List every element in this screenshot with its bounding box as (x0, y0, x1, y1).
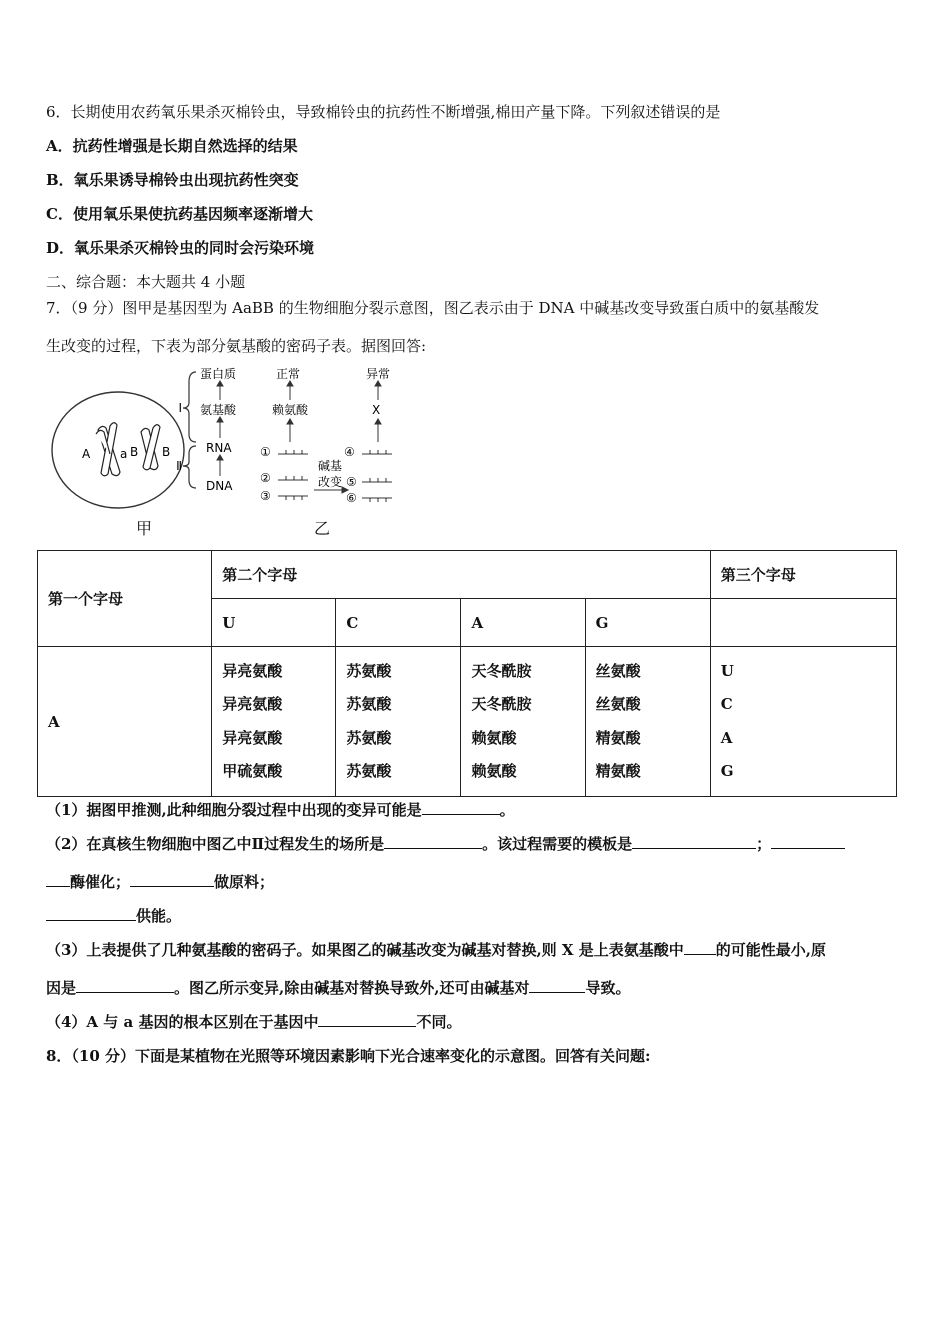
codon-table (37, 550, 897, 797)
q7-sub2-line2: 酶催化； 做原料； (46, 872, 274, 892)
answer-blank-7[interactable] (684, 940, 716, 955)
column-u-cells (212, 647, 336, 797)
cell-acc: 苏氨酸 (346, 695, 392, 713)
column-a-cells (461, 647, 585, 797)
q6-option-c: C．使用氧乐果使抗药基因频率逐渐增大 (46, 205, 313, 223)
roman-I: Ⅰ (178, 401, 182, 415)
q6-option-a: A．抗药性增强是长期自然选择的结果 (46, 137, 298, 155)
cell-acg: 苏氨酸 (346, 762, 392, 780)
cell-aug: 甲硫氨酸 (222, 762, 283, 780)
level-amino-acid: 氨基酸 (200, 403, 237, 417)
third-g: G (720, 762, 734, 780)
third-a: A (720, 728, 733, 747)
answer-blank-9[interactable] (529, 978, 585, 993)
header-third-letter: 第三个字母 (710, 551, 896, 599)
answer-blank-1[interactable] (422, 800, 500, 815)
circle-2: ② (260, 471, 271, 485)
bracket-II (183, 446, 196, 488)
q7-stem-line1: 7．（9 分）图甲是基因型为 AaBB 的生物细胞分裂示意图，图乙表示由于 DNA 中碱基改变导致蛋白质中的氨基酸发 (46, 299, 820, 317)
q6-stem: 6．长期使用农药氧乐果杀灭棉铃虫，导致棉铃虫的抗药性不断增强,棉田产量下降。下列叙述错误的是 (46, 103, 721, 121)
q8-stem: 8．（10 分）下面是某植物在光照等环境因素影响下光合速率变化的示意图。回答有关问题: (46, 1047, 651, 1065)
level-protein: 蛋白质 (200, 367, 237, 381)
answer-blank-6[interactable] (46, 906, 136, 921)
q7-figure (46, 362, 426, 542)
answer-blank-8[interactable] (76, 978, 174, 993)
q7-sub4: （4）A 与 a 基因的根本区别在于基因中 不同。 (46, 1013, 462, 1031)
normal-label: 正常 (276, 367, 301, 381)
circle-1: ① (260, 445, 271, 459)
second-letter-g: G (585, 599, 710, 647)
answer-blank-10[interactable] (318, 1012, 416, 1027)
cell-aua: 异亮氨酸 (222, 728, 283, 747)
cell-aca: 苏氨酸 (346, 728, 392, 747)
answer-blank-2[interactable] (384, 834, 482, 849)
q7-stem-line2: 生改变的过程，下表为部分氨基酸的密码子表。据图回答: (46, 337, 427, 355)
level-dna: DNA (206, 479, 233, 493)
answer-blank-4a[interactable] (771, 834, 845, 849)
q6-option-d: D．氧乐果杀灭棉铃虫的同时会污染环境 (46, 239, 315, 257)
second-letter-c: C (336, 599, 461, 647)
cell-aag: 赖氨酸 (471, 762, 517, 780)
q7-sub2-line3: 供能。 (46, 906, 181, 926)
column-g-cells (585, 647, 710, 797)
column-third-letters (710, 647, 896, 797)
allele-B-1: B (130, 445, 139, 459)
figure-label-jia: 甲 (136, 519, 153, 538)
q7-sub2-line1: （2）在真核生物细胞中图乙中Ⅱ过程发生的场所是 。该过程需要的模板是 ； (46, 834, 845, 854)
cell-auc: 异亮氨酸 (222, 695, 283, 713)
cell-acu: 苏氨酸 (346, 661, 392, 680)
allele-B-2: B (162, 445, 171, 459)
header-first-letter: 第一个字母 (38, 551, 212, 647)
circle-3: ③ (260, 489, 271, 503)
second-letter-u: U (212, 599, 336, 647)
chromosome-left (96, 423, 120, 476)
allele-A: A (82, 447, 91, 461)
circle-6: ⑥ (346, 491, 357, 505)
bracket-I (183, 372, 196, 442)
answer-blank-5[interactable] (130, 872, 214, 887)
cell-agg: 精氨酸 (595, 762, 641, 780)
row-first-letter-a: A (38, 647, 212, 797)
q7-sub1: （1）据图甲推测,此种细胞分裂过程中出现的变异可能是 。 (46, 801, 515, 819)
q7-sub3-line1: （3）上表提供了几种氨基酸的密码子。如果图乙的碱基改变为碱基对替换,则 X 是上表氨基酸中 的可能性最小,原 (46, 941, 826, 959)
circle-4: ④ (344, 445, 355, 459)
cell-agc: 丝氨酸 (595, 695, 641, 713)
level-rna: RNA (206, 441, 232, 455)
q7-figure-diagram (46, 362, 426, 542)
cell-auu: 异亮氨酸 (222, 661, 283, 680)
q7-sub3-line2: 因是 。图乙所示变异,除由碱基对替换导致外,还可由碱基对 导致。 (46, 979, 631, 997)
section-2-heading: 二、综合题：本大题共 4 小题 (46, 273, 246, 291)
answer-blank-4b[interactable] (46, 872, 70, 887)
cell-agu: 丝氨酸 (595, 661, 641, 680)
third-letter-empty (710, 599, 896, 647)
answer-blank-3[interactable] (632, 834, 756, 849)
cell-aaa: 赖氨酸 (471, 728, 517, 747)
cell-aga: 精氨酸 (595, 728, 641, 747)
second-letter-a: A (461, 599, 585, 647)
roman-II: Ⅱ (176, 459, 182, 473)
q6-option-b: B．氧乐果诱导棉铃虫出现抗药性突变 (46, 171, 299, 189)
allele-a: a (120, 447, 128, 461)
abnormal-label: 异常 (366, 367, 391, 381)
header-second-letter: 第二个字母 (212, 551, 711, 599)
mutation-label-1: 碱基 (318, 459, 343, 473)
third-u: U (720, 661, 734, 680)
chromosome-right (141, 425, 160, 470)
normal-lysine: 赖氨酸 (272, 403, 309, 417)
third-c: C (720, 695, 733, 713)
mutation-label-2: 改变 (318, 475, 343, 489)
cell-aac: 天冬酰胺 (471, 695, 532, 713)
cell-aau: 天冬酰胺 (471, 661, 532, 680)
figure-label-yi: 乙 (314, 519, 331, 538)
circle-5: ⑤ (346, 475, 357, 489)
column-c-cells (336, 647, 461, 797)
abnormal-x: X (372, 403, 381, 417)
